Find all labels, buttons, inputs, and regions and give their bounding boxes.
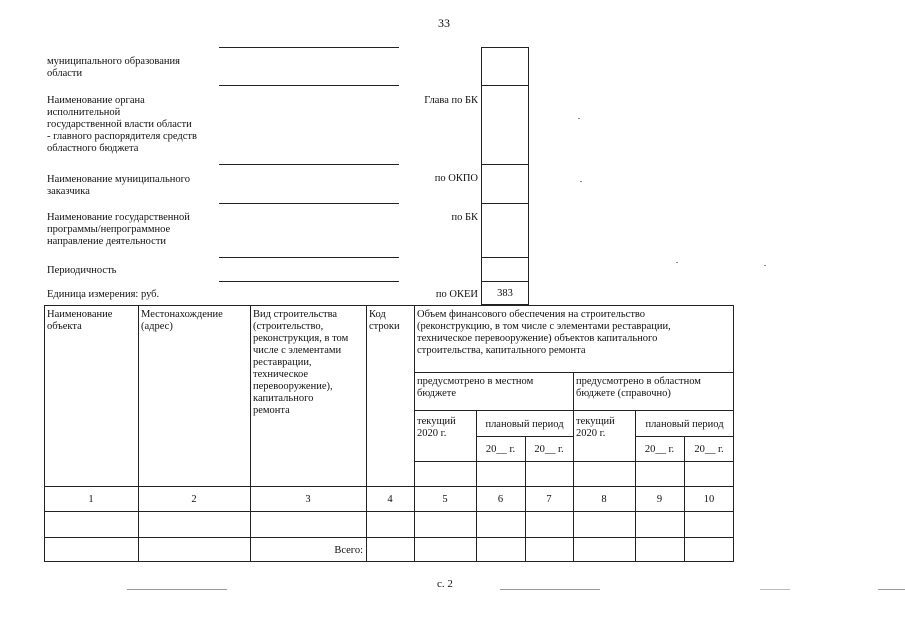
scan-speck-4	[764, 265, 766, 266]
scan-speck-1	[578, 118, 580, 119]
header-year-9: 20__ г.	[644, 444, 675, 455]
column-number-4: 4	[387, 494, 393, 505]
header-current-regional: текущий 2020 г.	[576, 416, 615, 439]
header-planned-regional: плановый период	[645, 419, 724, 430]
code-box-divider-4	[481, 257, 529, 258]
fill-line-1	[219, 47, 399, 48]
column-number-10: 10	[703, 494, 715, 505]
fill-line-4	[219, 203, 399, 204]
scan-line-3	[760, 589, 790, 590]
column-number-5: 5	[442, 494, 448, 505]
scan-line-1	[127, 589, 227, 590]
program-name-label: Наименование государственной программы/непрограммное направление деятельности	[47, 212, 190, 247]
code-label-bk-head: Глава по БК	[424, 95, 478, 106]
row-line-years	[414, 461, 734, 462]
fill-line-3	[219, 164, 399, 165]
header-construction-type: Вид строительства (строительство, реконструкция, в том числе с элементами реставрации, техническое перевооружение), капитального ремонта	[253, 309, 349, 416]
scan-speck-3	[676, 262, 678, 263]
row-line-planned	[476, 436, 573, 437]
header-planned-local: плановый период	[485, 419, 564, 430]
okei-code-value: 383	[497, 288, 513, 299]
scan-line-2	[500, 589, 600, 590]
row-line-header-end	[44, 486, 734, 487]
scan-line-4	[878, 589, 905, 590]
header-year-6: 20__ г.	[485, 444, 516, 455]
total-label: Всего:	[334, 545, 363, 556]
page-number: 33	[438, 16, 450, 30]
code-box-divider-3	[481, 203, 529, 204]
fill-line-5	[219, 257, 399, 258]
code-box-divider-1	[481, 85, 529, 86]
row-line-data-end	[44, 537, 734, 538]
fill-line-6	[219, 281, 399, 282]
header-year-7: 20__ г.	[534, 444, 564, 455]
column-number-3: 3	[305, 494, 311, 505]
code-box-divider-5	[481, 281, 529, 282]
scan-speck-2	[580, 181, 582, 182]
column-number-1: 1	[88, 494, 94, 505]
header-local-budget: предусмотрено в местном бюджете	[417, 376, 534, 399]
customer-name-label: Наименование муниципального заказчика	[47, 174, 190, 197]
fill-line-2	[219, 85, 399, 86]
col-line-1	[138, 305, 139, 562]
column-number-7: 7	[546, 494, 552, 505]
periodicity-label: Периодичность	[47, 265, 117, 276]
row-line-planned-2	[635, 436, 734, 437]
unit-label: Единица измерения: руб.	[47, 289, 160, 300]
code-label-bk: по БК	[451, 212, 478, 223]
row-line-finance	[414, 372, 734, 373]
row-line-numbers-end	[44, 511, 734, 512]
header-financing-volume: Объем финансового обеспечения на строительство (реконструкцию, в том числе с элементами реставрации, техническое перевооружение) объектов капитального строительства, капитального ремонта	[417, 309, 671, 356]
row-line-budget	[414, 410, 734, 411]
code-label-okpo: по ОКПО	[434, 173, 478, 184]
header-location: Местонахождение (адрес)	[141, 309, 223, 332]
footer-page-number: с. 2	[437, 578, 453, 590]
organ-name-label: Наименование органа исполнительной государственной власти области - главного распорядителя средств областного бюджета	[47, 95, 197, 154]
column-number-2: 2	[191, 494, 197, 505]
column-number-6: 6	[497, 494, 504, 505]
column-number-9: 9	[656, 494, 663, 505]
header-year-10: 20__ г.	[694, 444, 724, 455]
header-regional-budget: предусмотрено в областном бюджете (справочно)	[576, 376, 701, 399]
column-number-8: 8	[601, 494, 607, 505]
municipal-formation-label: муниципального образования области	[47, 56, 180, 79]
code-label-okei: по ОКЕИ	[435, 289, 478, 300]
code-box-divider-2	[481, 164, 529, 165]
header-row-code: Код строки	[369, 309, 400, 332]
header-object-name: Наименование объекта	[47, 309, 113, 332]
col-line-3	[366, 305, 367, 562]
header-current-local: текущий 2020 г.	[417, 416, 456, 439]
